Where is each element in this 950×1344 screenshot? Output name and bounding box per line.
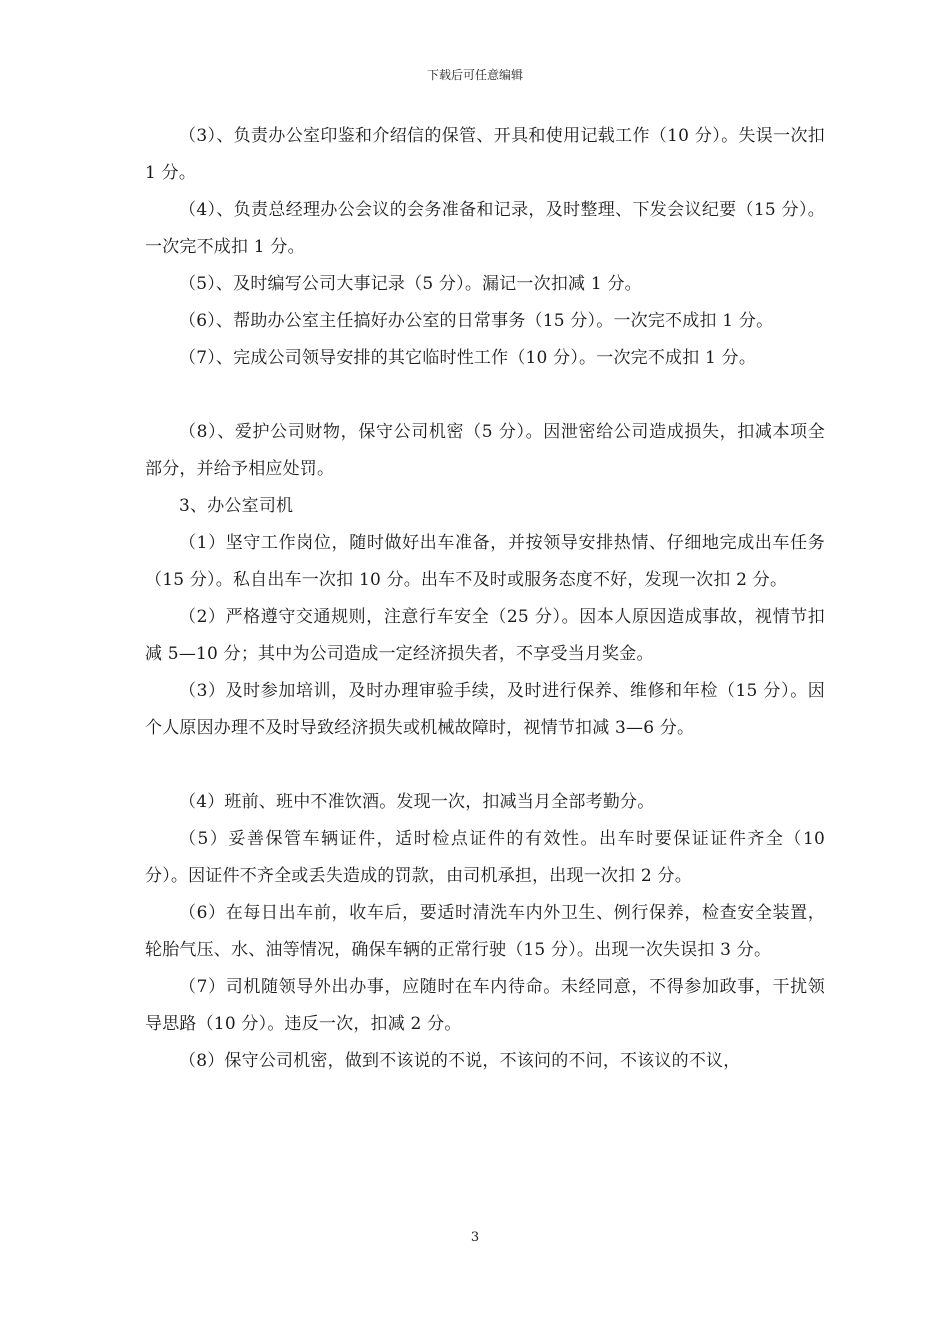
paragraph: （7）、完成公司领导安排的其它临时性工作（10 分）。一次完不成扣 1 分。 [179,348,757,368]
paragraph: （6）在每日出车前，收车后，要适时清洗车内外卫生、例行保养，检查安全装置，轮胎气压、水、油等情况，确保车辆的正常行驶（15 分）。出现一次失误扣 3 分。 [145,903,825,960]
paragraph: （4）、负责总经理办公会议的会务准备和记录，及时整理、下发会议纪要（15 分）。一次完不成扣 1 分。 [145,200,825,257]
paragraph-gap [145,747,825,784]
paragraph: （6）、帮助办公室主任搞好办公室的日常事务（15 分）。一次完不成扣 1 分。 [179,311,774,331]
page-number: 3 [470,1230,480,1245]
paragraph: （3）及时参加培训，及时办理审验手续，及时进行保养、维修和年检（15 分）。因个人原因办理不及时导致经济损失或机械故障时，视情节扣减 3—6 分。 [145,681,825,738]
paragraph: （8）、爱护公司财物，保守公司机密（5 分）。因泄密给公司造成损失，扣减本项全部分，并给予相应处罚。 [145,422,825,479]
document-body [145,118,825,1080]
section-heading: 3、办公室司机 [179,496,294,516]
paragraph: （4）班前、班中不准饮酒。发现一次，扣减当月全部考勤分。 [179,792,655,812]
paragraph: （7）司机随领导外出办事，应随时在车内待命。未经同意，不得参加政事，干扰领导思路（10 分）。违反一次，扣减 2 分。 [145,977,825,1034]
paragraph: （5）妥善保管车辆证件，适时检点证件的有效性。出车时要保证证件齐全（10 分）。因证件不齐全或丢失造成的罚款，由司机承担，出现一次扣 2 分。 [145,829,825,886]
paragraph: （1）坚守工作岗位，随时做好出车准备，并按领导安排热情、仔细地完成出车任务（15 分）。私自出车一次扣 10 分。出车不及时或服务态度不好，发现一次扣 2 分。 [145,533,825,590]
paragraph: （3）、负责办公室印鉴和介绍信的保管、开具和使用记载工作（10 分）。失误一次扣 1 分。 [145,126,825,183]
paragraph: （8）保守公司机密，做到不该说的不说，不该问的不问，不该议的不议， [179,1051,741,1071]
paragraph-gap [145,377,825,414]
paragraph: （2）严格遵守交通规则，注意行车安全（25 分）。因本人原因造成事故，视情节扣减 5—10 分；其中为公司造成一定经济损失者，不享受当月奖金。 [145,607,825,664]
paragraph: （5）、及时编写公司大事记录（5 分）。漏记一次扣减 1 分。 [179,274,642,294]
page-header: 下载后可任意编辑 [426,68,523,82]
